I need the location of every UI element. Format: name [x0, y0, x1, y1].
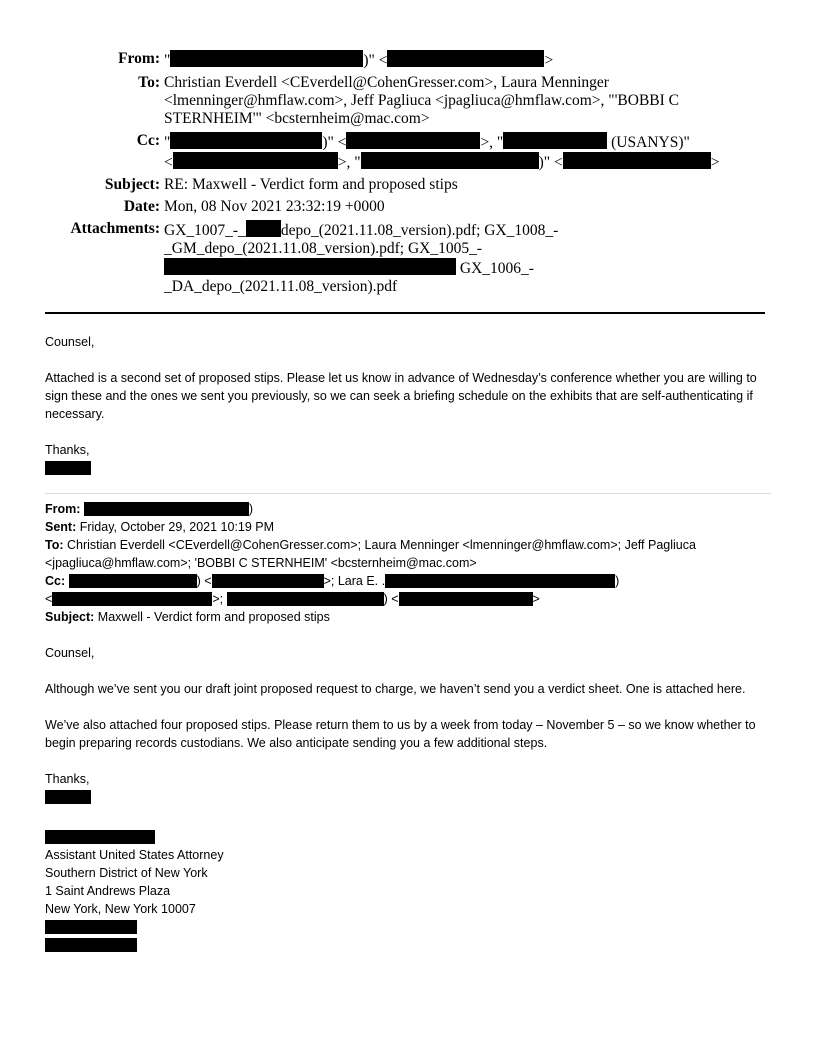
sig-name-row [45, 828, 775, 846]
redaction [45, 461, 91, 475]
email-body [45, 333, 775, 954]
attachment-2[interactable]: _GM_depo_(2021.11.08_version).pdf; GX_1005_- [164, 240, 482, 257]
redaction [227, 592, 384, 606]
sig-cell-row [45, 936, 775, 954]
fw-subject-row [45, 608, 775, 626]
redaction [246, 220, 281, 237]
attachment-4[interactable]: _DA_depo_(2021.11.08_version).pdf [164, 278, 398, 295]
forwarded-header [45, 500, 775, 626]
cc-value: " )" < >, " (USANYS)" < >, " )" < > [164, 134, 720, 171]
attachment-1a[interactable]: GX_1007_-_ [164, 222, 246, 239]
redaction [45, 938, 137, 952]
redaction [503, 132, 607, 149]
fw-subject-value: Maxwell - Verdict form and proposed stips [97, 610, 330, 624]
signature-block [45, 828, 775, 954]
cc-label: Cc: [136, 132, 160, 149]
header-date-row [0, 198, 816, 216]
sig-phone-row [45, 918, 775, 936]
fw-sent-row [45, 518, 775, 536]
redaction [84, 502, 249, 516]
reply-paragraph: Attached is a second set of proposed stips. Please let us know in advance of Wednesday’s conference whether you are willing to sign these and the ones we sent you previously, so we can seek a briefing schedule on the exhibits that are self-authenticating if necessary. [45, 371, 757, 421]
sig-title: Assistant United States Attorney [45, 848, 224, 862]
redaction [170, 50, 363, 67]
subject-label: Subject: [104, 176, 160, 193]
redaction [164, 258, 456, 275]
redaction [385, 574, 615, 588]
redaction [387, 50, 544, 67]
fw-subject-label: Subject: [45, 610, 95, 624]
redaction [170, 132, 322, 149]
reply-signoff [45, 441, 775, 477]
subject-value: RE: Maxwell - Verdict form and proposed stips [164, 176, 458, 193]
redaction [45, 790, 91, 804]
fw-to-label: To: [45, 538, 64, 552]
fw-paragraph-1: Although we’ve sent you our draft joint proposed request to charge, we haven’t send you a verdict sheet. One is attached here. [45, 682, 746, 696]
cc-usanys: (USANYS)" [611, 134, 690, 151]
attachments-label: Attachments: [70, 220, 160, 237]
reply-greeting: Counsel, [45, 335, 95, 349]
attachment-3[interactable]: GX_1006_- [459, 260, 534, 277]
to-label: To: [138, 74, 160, 91]
redaction [173, 152, 338, 169]
fw-from-label: From: [45, 502, 81, 516]
sig-office: Southern District of New York [45, 866, 208, 880]
fw-closing: Thanks, [45, 772, 90, 786]
header-divider [45, 312, 765, 314]
header-cc-row [0, 132, 816, 172]
redaction [563, 152, 711, 169]
fw-paragraph-2: We’ve also attached four proposed stips. Please return them to us by a week from today – November 5 – so we know whether to begin preparing records custodians. We also anticipate sending you a few additional steps. [45, 718, 756, 750]
forward-divider [45, 493, 771, 494]
header-attachments-row [0, 220, 816, 296]
from-label: From: [118, 50, 160, 67]
attachments-value [164, 220, 584, 296]
redaction [399, 592, 533, 606]
redaction [69, 574, 197, 588]
redaction [52, 592, 212, 606]
fw-from-row: From: ) [45, 502, 254, 516]
redaction [212, 574, 324, 588]
redaction [45, 920, 137, 934]
date-value: Mon, 08 Nov 2021 23:32:19 +0000 [164, 198, 385, 215]
to-value: Christian Everdell <CEverdell@CohenGresser.com>, Laura Menninger <lmenninger@hmflaw.com>, Jeff Pagliuca <jpagliuca@hmflaw.com>, "'BOBBI C STERNHEIM'" <bcsternheim@mac.com> [164, 74, 679, 127]
fw-to-row [45, 536, 775, 572]
fw-cc-row: Cc: ) < >; Lara E. . ) < >; ) < > [45, 574, 620, 606]
header-to-row [0, 74, 816, 128]
fw-sent-value: Friday, October 29, 2021 10:19 PM [79, 520, 275, 534]
fw-cc-label: Cc: [45, 574, 66, 588]
date-label: Date: [123, 198, 160, 215]
redaction [346, 132, 480, 149]
fw-to-value: Christian Everdell <CEverdell@CohenGresser.com>; Laura Menninger <lmenninger@hmflaw.com>; Jeff Pagliuca <jpagliuca@hmflaw.com>; 'BOBBI C STERNHEIM' <bcsternheim@mac.com> [45, 538, 696, 570]
fw-signoff [45, 770, 775, 806]
reply-closing: Thanks, [45, 443, 90, 457]
fw-cc-lara: ; Lara E. . [330, 574, 386, 588]
from-value: " )" < > [164, 52, 554, 69]
attachment-1b[interactable]: depo_(2021.11.08_version).pdf; GX_1008_- [280, 222, 559, 239]
fw-greeting: Counsel, [45, 646, 95, 660]
sig-street: 1 Saint Andrews Plaza [45, 884, 171, 898]
fw-sent-label: Sent: [45, 520, 77, 534]
email-header [0, 50, 816, 300]
redaction [361, 152, 539, 169]
header-from-row [0, 50, 816, 70]
header-subject-row [0, 176, 816, 194]
sig-city: New York, New York 10007 [45, 902, 196, 916]
redaction [45, 830, 155, 844]
